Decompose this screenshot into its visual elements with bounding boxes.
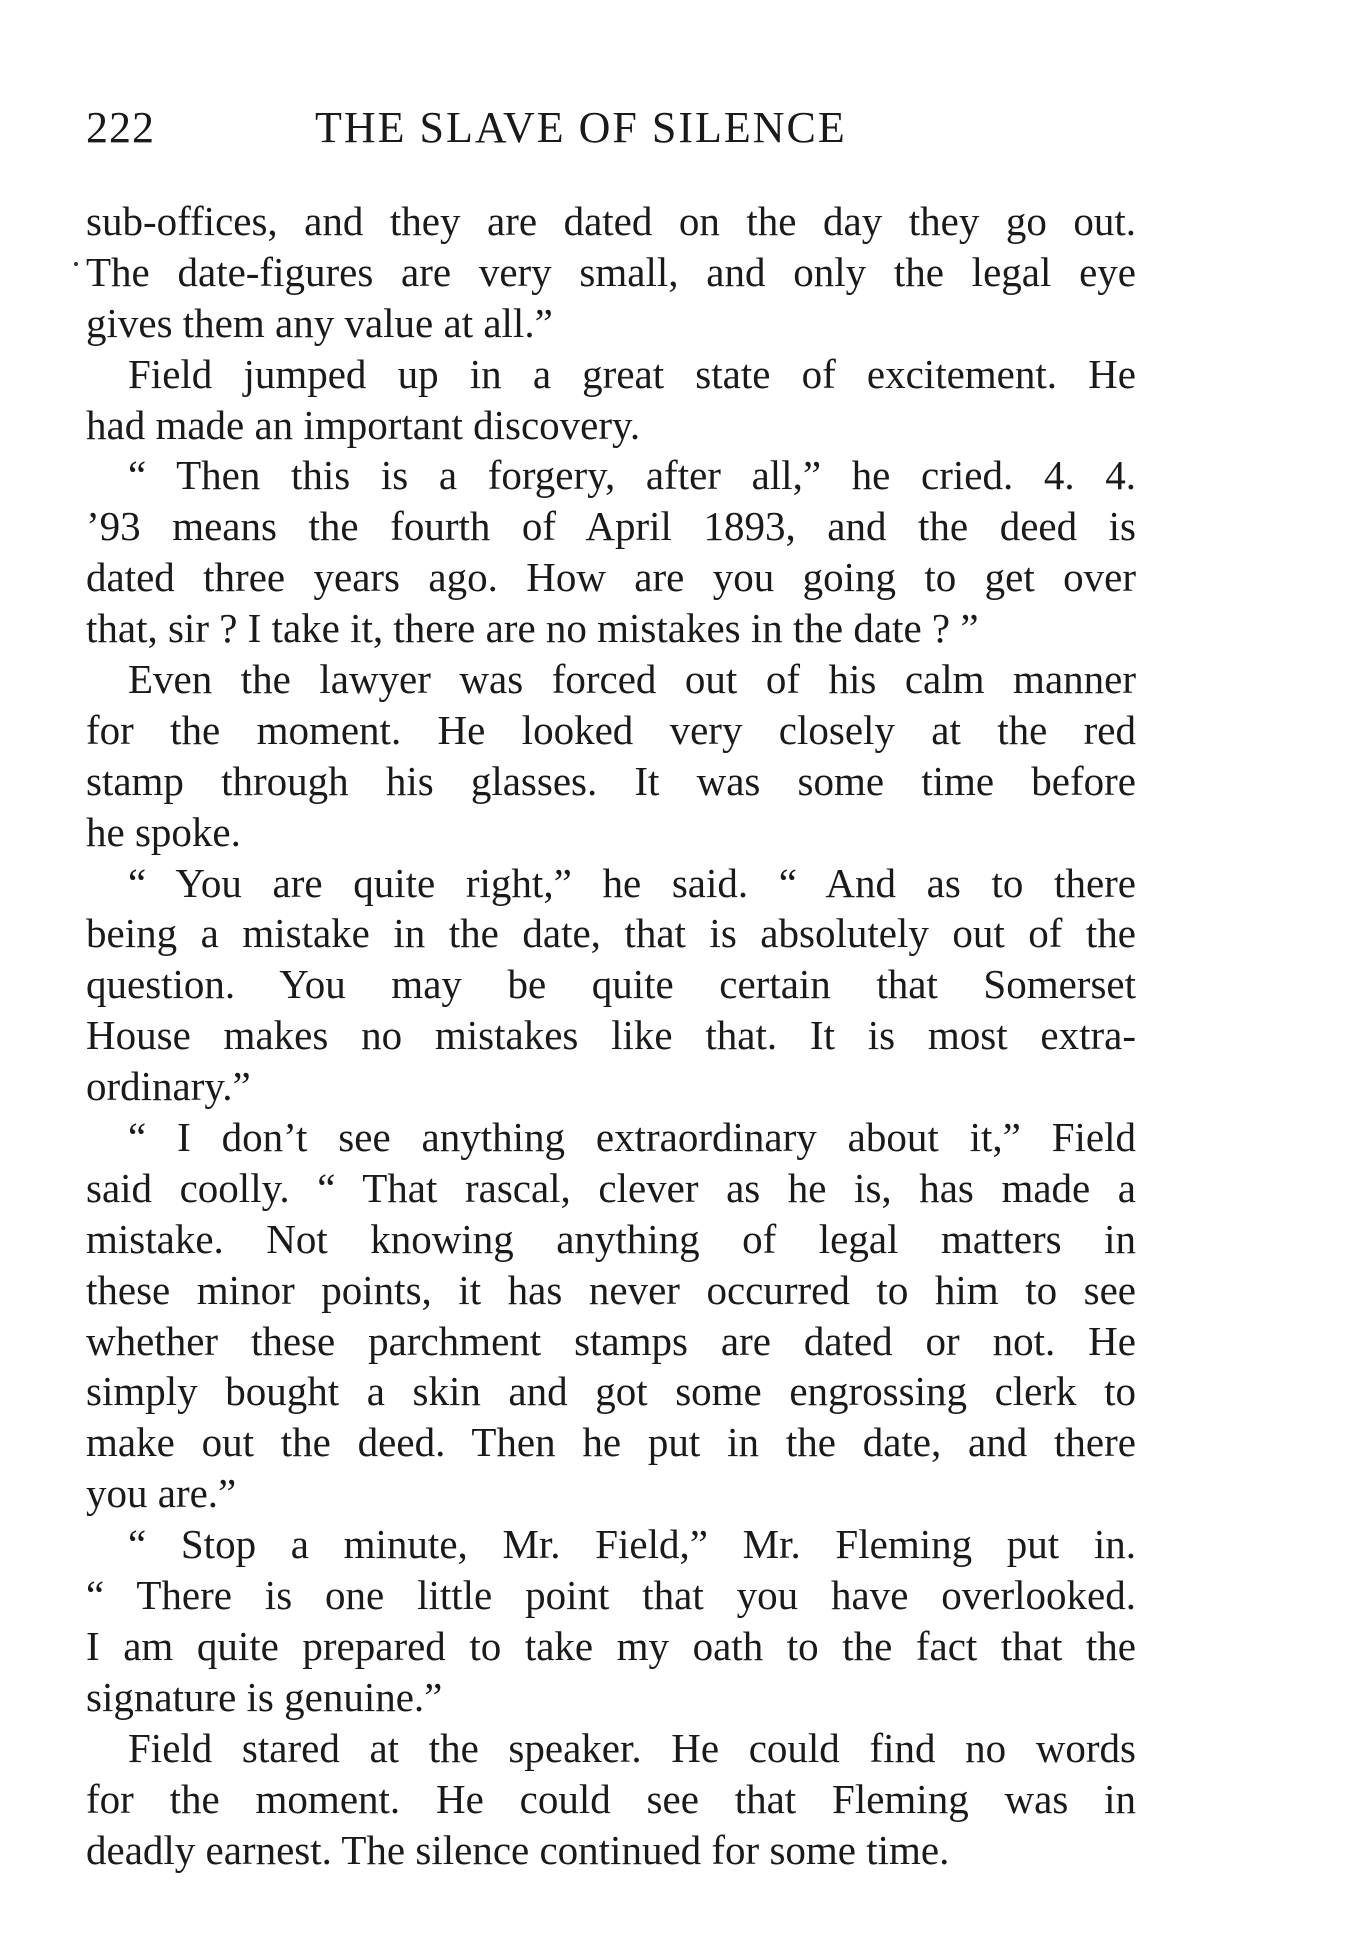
text-line: “ There is one little point that you have overlooked. bbox=[86, 1572, 1136, 1619]
text-line: question. You may be quite certain that Somerset bbox=[86, 961, 1136, 1008]
text-line: mistake. Not knowing anything of legal matters in bbox=[86, 1215, 1136, 1262]
text-line: you are.” bbox=[86, 1470, 237, 1517]
text-line: said coolly. “ That rascal, clever as he is, has made a bbox=[86, 1164, 1136, 1211]
text-line: deadly earnest. The silence continued for some time. bbox=[86, 1826, 950, 1873]
text-line: “ Stop a minute, Mr. Field,” Mr. Fleming put in. bbox=[128, 1521, 1136, 1568]
text-line: Field stared at the speaker. He could find no words bbox=[128, 1724, 1136, 1771]
text-line: had made an important discovery. bbox=[86, 401, 641, 448]
text-line: these minor points, it has never occurred to him to see bbox=[86, 1266, 1136, 1313]
text-line: ’93 means the fourth of April 1893, and the deed is bbox=[86, 503, 1136, 550]
text-line: that, sir ? I take it, there are no mistakes in the date ? ” bbox=[86, 605, 979, 652]
text-line: simply bought a skin and got some engrossing clerk to bbox=[86, 1368, 1136, 1415]
text-line: make out the deed. Then he put in the date, and there bbox=[86, 1419, 1136, 1466]
text-line: Field jumped up in a great state of excitement. He bbox=[128, 350, 1136, 397]
text-line: ordinary.” bbox=[86, 1063, 251, 1110]
text-line: “ You are quite right,” he said. “ And as to there bbox=[128, 859, 1136, 906]
body-text bbox=[86, 196, 1136, 1875]
text-line: dated three years ago. How are you going to get over bbox=[86, 554, 1136, 601]
text-line: stamp through his glasses. It was some time before bbox=[86, 757, 1136, 804]
page-number: 222 bbox=[86, 103, 155, 152]
text-line: he spoke. bbox=[86, 808, 241, 855]
text-line: “ Then this is a forgery, after all,” he cried. 4. 4. bbox=[128, 452, 1136, 499]
text-line: whether these parchment stamps are dated or not. He bbox=[86, 1317, 1136, 1364]
text-line: “ I don’t see anything extraordinary about it,” Field bbox=[128, 1114, 1136, 1161]
text-line: for the moment. He looked very closely at the red bbox=[86, 706, 1136, 753]
page-header bbox=[86, 98, 1136, 158]
text-line: signature is genuine.” bbox=[86, 1673, 443, 1720]
text-line: sub-offices, and they are dated on the day they go out. bbox=[86, 198, 1136, 244]
running-title: THE SLAVE OF SILENCE bbox=[315, 103, 847, 152]
text-line: I am quite prepared to take my oath to the fact that the bbox=[86, 1622, 1136, 1669]
text-line: for the moment. He could see that Fleming was in bbox=[86, 1775, 1136, 1822]
margin-dot-mark bbox=[74, 262, 78, 266]
text-line: The date-figures are very small, and only the legal eye bbox=[86, 248, 1136, 295]
text-line: gives them any value at all.” bbox=[86, 299, 553, 346]
text-line: House makes no mistakes like that. It is most extra- bbox=[86, 1012, 1136, 1059]
text-line: Even the lawyer was forced out of his calm manner bbox=[128, 656, 1136, 703]
text-line: being a mistake in the date, that is absolutely out of the bbox=[86, 910, 1136, 957]
